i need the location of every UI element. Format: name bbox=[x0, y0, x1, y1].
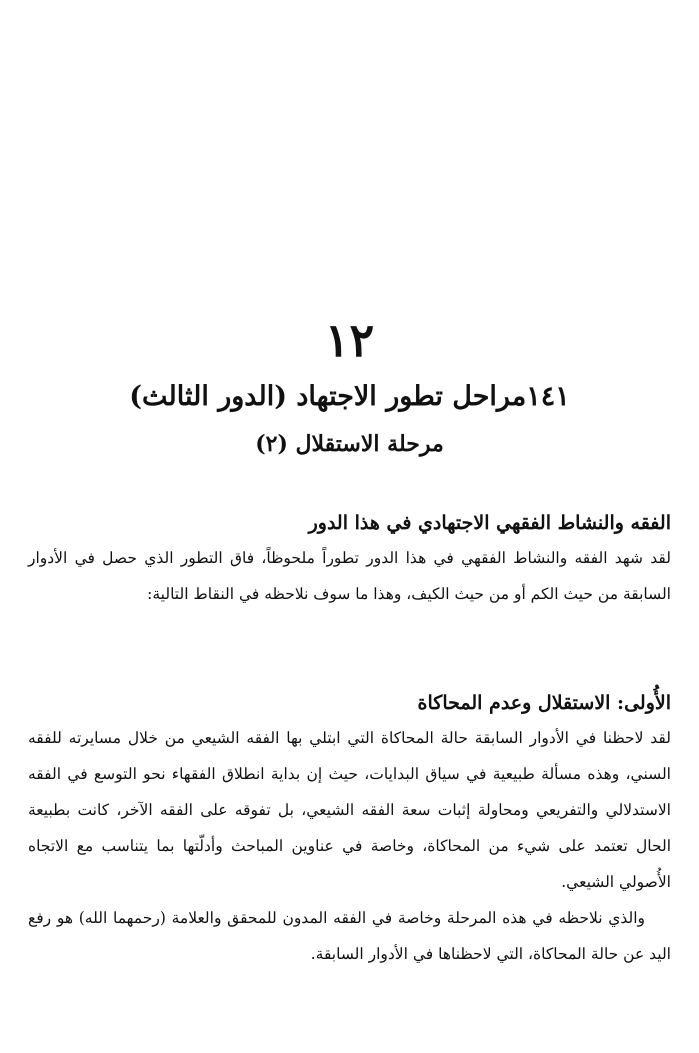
section-heading: الأُولى: الاستقلال وعدم المحاكاة bbox=[417, 692, 671, 714]
paragraph: لقد شهد الفقه والنشاط الفقهي في هذا الدور تطوراً ملحوظاً، فاق التطور الذي حصل في الأدوار السابقة من حيث الكم أو من حيث الكيف، وهذا ما سوف نلاحظه في النقاط التالية: bbox=[28, 549, 671, 603]
section-heading: الفقه والنشاط الفقهي الاجتهادي في هذا الدور bbox=[308, 512, 671, 534]
chapter-subtitle: مرحلة الاستقلال (٢) bbox=[255, 431, 444, 457]
section-jurisprudence-activity bbox=[28, 506, 671, 612]
paragraph: لقد لاحظنا في الأدوار السابقة حالة المحاكاة التي ابتلي بها الفقه الشيعي من خلال مسايرته للفقه السني، وهذه مسألة طبيعية في سياق البدايات، حيث إن بداية انطلاق الفقهاء نحو التوسع في الفقه الاستدلالي والتفريعي ومحاولة إثبات سعة الفقه الشيعي، بل تفوقه على الفقه الآخر، كانت بطبيعة الحال تعتمد على شيء من المحاكاة، وخاصة في عناوين المباحث وأدلّتها بما يتناسب مع الاتجاه الأُصولي الشيعي. bbox=[28, 729, 671, 891]
paragraph: والذي نلاحظه في هذه المرحلة وخاصة في الفقه المدون للمحقق والعلامة (رحمهما الله) هو رفع اليد عن حالة المحاكاة، التي لاحظناها في الأدوار السابقة. bbox=[28, 909, 671, 963]
chapter-title: ١٤١مراحل تطور الاجتهاد (الدور الثالث) bbox=[129, 381, 570, 412]
section-independence bbox=[28, 686, 671, 972]
chapter-number: ١٢ bbox=[324, 313, 375, 367]
